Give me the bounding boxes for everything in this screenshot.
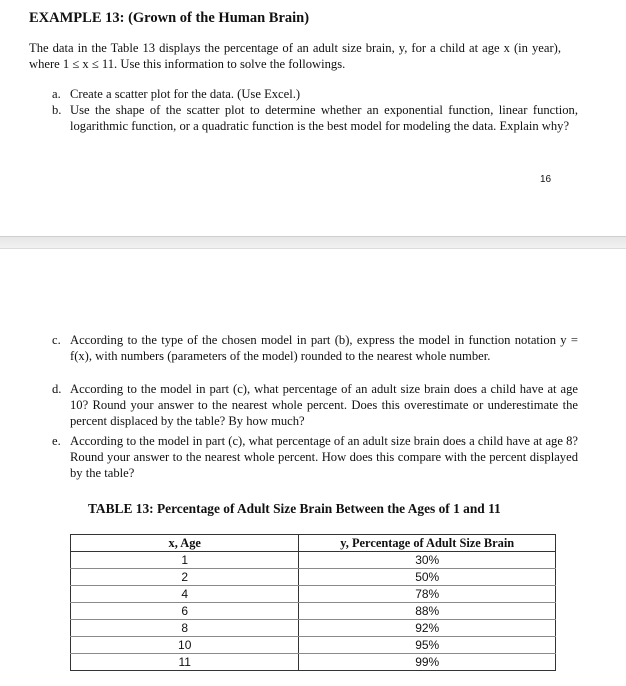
- question-text: According to the type of the chosen model in part (b), express the model in function notation y = f(x), with numbers (parameters of the model) rounded to the nearest whole number.: [70, 333, 578, 363]
- question-b: [52, 102, 578, 134]
- cell-age: 2: [71, 569, 299, 586]
- table-row: [71, 620, 556, 637]
- question-marker: c.: [52, 333, 61, 347]
- cell-percentage: 88%: [299, 603, 556, 620]
- cell-percentage: 92%: [299, 620, 556, 637]
- question-a: [52, 86, 578, 102]
- question-marker: a.: [52, 87, 61, 101]
- cell-percentage: 95%: [299, 637, 556, 654]
- cell-age: 8: [71, 620, 299, 637]
- header-age: x, Age: [71, 535, 299, 552]
- page-break: [0, 236, 626, 249]
- cell-age: 1: [71, 552, 299, 569]
- header-percentage: y, Percentage of Adult Size Brain: [299, 535, 556, 552]
- table-row: [71, 586, 556, 603]
- cell-percentage: 50%: [299, 569, 556, 586]
- example-title: EXAMPLE 13: (Grown of the Human Brain): [29, 10, 310, 26]
- cell-age: 4: [71, 586, 299, 603]
- table-row: [71, 569, 556, 586]
- question-text: Create a scatter plot for the data. (Use Excel.): [70, 87, 301, 101]
- cell-age: 10: [71, 637, 299, 654]
- table-row: [71, 552, 556, 569]
- question-text: According to the model in part (c), what percentage of an adult size brain does a child have at age 8? Round your answer to the nearest whole percent. How does this compare with the percent displayed by the table?: [70, 434, 578, 480]
- question-d: [52, 381, 578, 429]
- cell-percentage: 30%: [299, 552, 556, 569]
- page-number: 16: [540, 174, 552, 185]
- cell-age: 6: [71, 603, 299, 620]
- question-c: [52, 332, 578, 364]
- table-header-row: [71, 535, 556, 552]
- question-marker: d.: [52, 382, 62, 396]
- cell-percentage: 78%: [299, 586, 556, 603]
- question-text: According to the model in part (c), what percentage of an adult size brain does a child have at age 10? Round your answer to the nearest whole percent. Does this overestimate or underestimate the percent displaced by the table? By how much?: [70, 382, 578, 428]
- table-row: [71, 603, 556, 620]
- data-table: [70, 534, 556, 671]
- intro-paragraph: The data in the Table 13 displays the percentage of an adult size brain, y, for a child at age x (in year), where 1 ≤ x ≤ 11. Use this information to solve the followings.: [29, 41, 561, 71]
- table-row: [71, 654, 556, 671]
- question-marker: b.: [52, 103, 62, 117]
- question-e: [52, 433, 578, 481]
- question-text: Use the shape of the scatter plot to determine whether an exponential function, linear function, logarithmic function, or a quadratic function is the best model for modeling the data. Explain why?: [70, 103, 578, 133]
- table-caption: TABLE 13: Percentage of Adult Size Brain Between the Ages of 1 and 11: [88, 501, 501, 516]
- table-row: [71, 637, 556, 654]
- cell-age: 11: [71, 654, 299, 671]
- cell-percentage: 99%: [299, 654, 556, 671]
- question-marker: e.: [52, 434, 61, 448]
